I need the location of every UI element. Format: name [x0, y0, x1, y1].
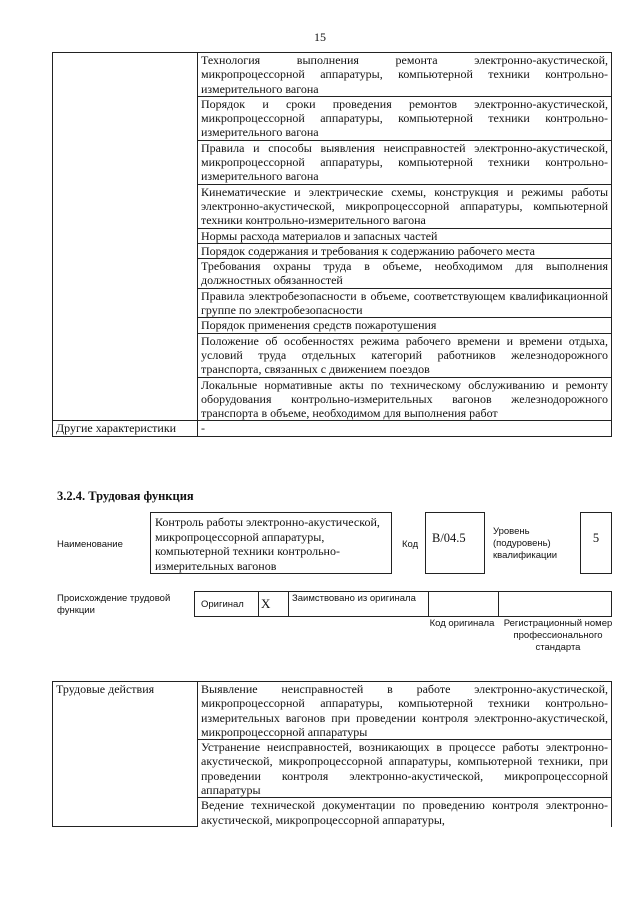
knowledge-table [52, 52, 612, 437]
knowledge-item: Требования охраны труда в объеме, необходимом для выполнения должностных обязанностей [198, 259, 612, 289]
name-label: Наименование [57, 539, 123, 550]
reg-number-label: Регистрационный номер профессионального стандарта [503, 618, 613, 653]
code-label: Код [402, 539, 419, 550]
knowledge-item: Кинематические и электрические схемы, конструкция и режимы работы электронно-акустической, микропроцессорной аппаратуры, компьютерной техники контрольно-измерительного вагона [198, 184, 612, 228]
knowledge-item: Нормы расхода материалов и запасных частей [198, 228, 612, 243]
knowledge-item: Положение об особенностях режима рабочего времени и времени отдыха, условий труда отдельных категорий работников железнодорожного транспорта, связанных с движением поездов [198, 333, 612, 377]
knowledge-item: Правила и способы выявления неисправностей электронно-акустической, микропроцессорной аппаратуры, компьютерной техники контрольно-измерительного вагона [198, 140, 612, 184]
code-original-cell [429, 591, 499, 617]
knowledge-item: Технология выполнения ремонта электронно-акустической, микропроцессорной аппаратуры, компьютерной техники контрольно-измерительного вагона [198, 53, 612, 97]
level-box: 5 [580, 512, 612, 574]
knowledge-item: Правила электробезопасности в объеме, соответствующем квалификационной группе по электробезопасности [198, 288, 612, 318]
original-cell [194, 591, 259, 617]
original-mark: X [259, 591, 289, 617]
origin-row [194, 591, 612, 617]
other-characteristics-label: Другие характеристики [53, 421, 198, 436]
knowledge-item: Порядок и сроки проведения ремонтов электронно-акустической, микропроцессорной аппаратуры, компьютерной техники контрольно-измерительного вагона [198, 96, 612, 140]
action-item: Ведение технической документации по проведению контроля электронно-акустической, микропроцессорной аппаратуры, [198, 798, 612, 827]
page-number: 15 [314, 30, 326, 44]
knowledge-item: Порядок применения средств пожаротушения [198, 318, 612, 333]
origin-label: Происхождение трудовой функции [57, 593, 171, 616]
level-label: Уровень (подуровень) квалификации [493, 526, 558, 561]
borrowed-label: Заимствовано из оригинала [289, 591, 429, 617]
table-row [53, 682, 612, 740]
code-box: B/04.5 [425, 512, 485, 574]
actions-label: Трудовые действия [53, 682, 198, 827]
original-label: Оригинал [201, 599, 244, 610]
code-original-label: Код оригинала [429, 618, 495, 629]
reg-number-cell [499, 591, 612, 617]
function-name-box: Контроль работы электронно-акустической, микропроцессорной аппаратуры, компьютерной техники контрольно-измерительных вагонов [150, 512, 392, 574]
action-item: Выявление неисправностей в работе электронно-акустической, микропроцессорной аппаратуры, компьютерной техники контрольно-измерительных вагонов при проведении контроля электронно-акустической, микропроцессорной аппаратуры [198, 682, 612, 740]
actions-table [52, 681, 612, 827]
table-row [53, 421, 612, 436]
section-heading: 3.2.4. Трудовая функция [57, 489, 194, 503]
other-characteristics-value: - [198, 421, 612, 436]
knowledge-item: Порядок содержания и требования к содержанию рабочего места [198, 243, 612, 258]
action-item: Устранение неисправностей, возникающих в процессе работы электронно-акустической, микропроцессорной аппаратуры, компьютерной техники, при проведении контроля электронно-акустической, микропроцессорной аппаратуры [198, 740, 612, 798]
empty-label-cell [53, 53, 198, 421]
knowledge-item: Локальные нормативные акты по техническому обслуживанию и ремонту оборудования контрольно-измерительных вагонов железнодорожного транспорта в объеме, необходимом для выполнения работ [198, 377, 612, 421]
table-row [53, 53, 612, 97]
